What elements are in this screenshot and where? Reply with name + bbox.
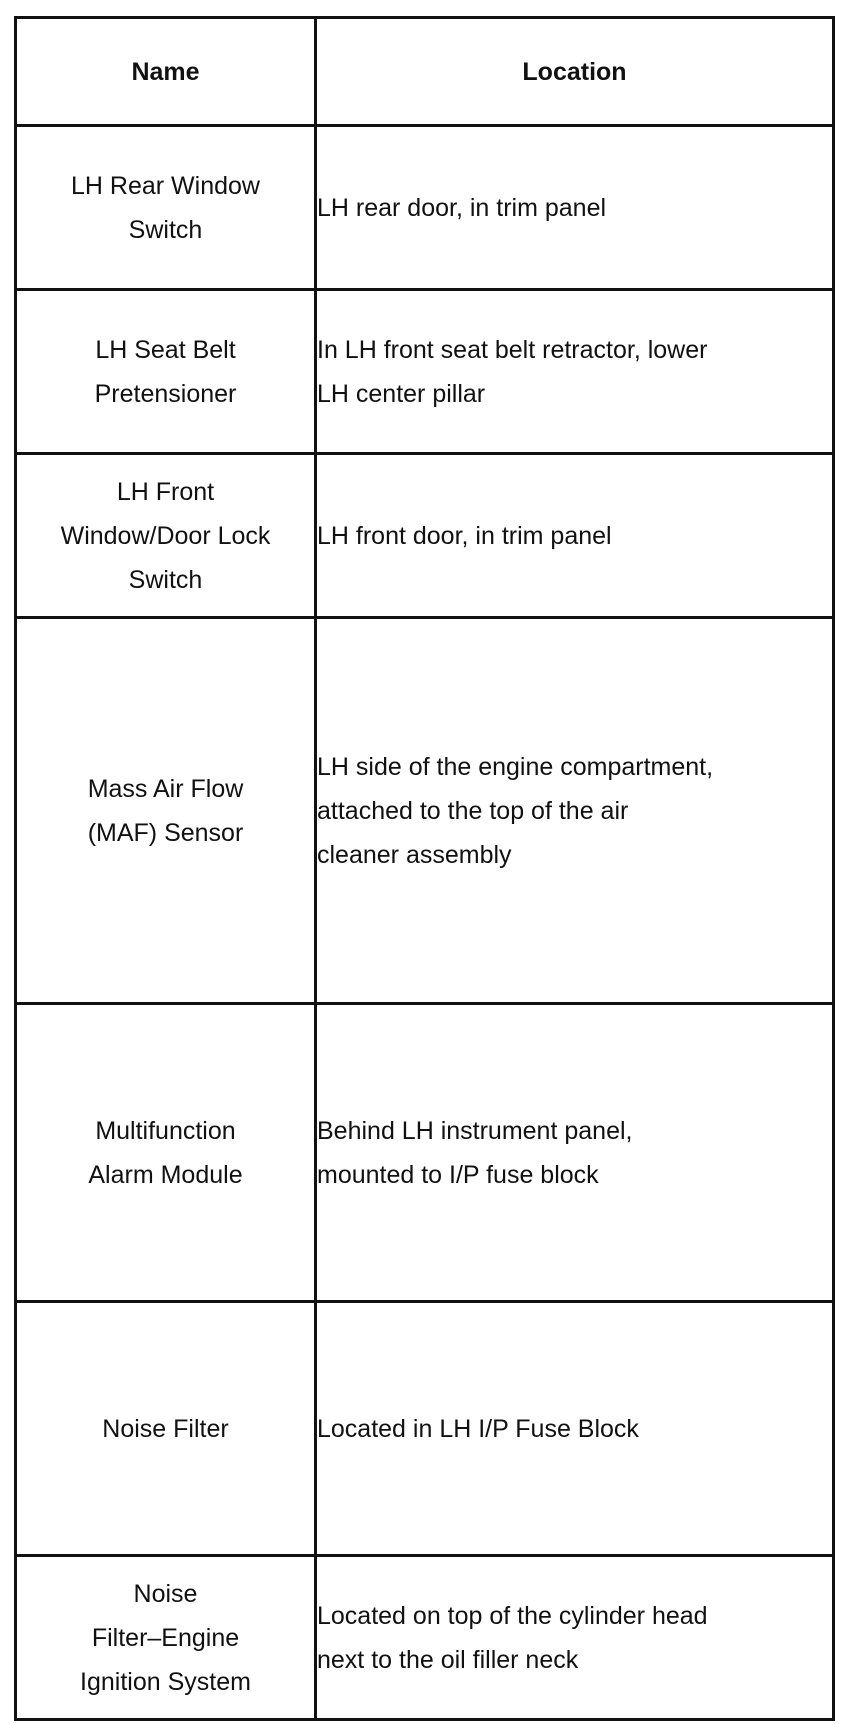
name-cell: [16, 1004, 316, 1302]
component-name: Noise Filter: [102, 1414, 229, 1443]
location-column-header: Location: [316, 18, 834, 126]
table-row: [16, 1556, 834, 1720]
component-location: In LH front seat belt retractor, lower LH center pillar: [317, 335, 708, 408]
name-cell: [16, 454, 316, 618]
component-name: LH Seat Belt Pretensioner: [94, 335, 237, 408]
component-name: Mass Air Flow (MAF) Sensor: [87, 774, 244, 847]
location-cell: [316, 1302, 834, 1556]
component-location-table: [14, 16, 835, 1721]
component-location: Behind LH instrument panel, mounted to I/P fuse block: [317, 1116, 633, 1189]
component-location: LH front door, in trim panel: [317, 521, 612, 550]
table-row: [16, 126, 834, 290]
component-location: LH side of the engine compartment, attached to the top of the air cleaner assembly: [317, 752, 714, 869]
table-row: [16, 618, 834, 1004]
component-location: Located in LH I/P Fuse Block: [317, 1414, 639, 1443]
component-location: LH rear door, in trim panel: [317, 193, 607, 222]
location-cell: [316, 454, 834, 618]
location-cell: [316, 618, 834, 1004]
location-cell: [316, 1004, 834, 1302]
component-name: Noise Filter–Engine Ignition System: [80, 1579, 251, 1696]
name-cell: [16, 290, 316, 454]
table-row: [16, 1302, 834, 1556]
location-cell: [316, 290, 834, 454]
component-name: LH Rear Window Switch: [71, 171, 260, 244]
component-location: Located on top of the cylinder head next to the oil filler neck: [317, 1601, 708, 1674]
location-cell: [316, 1556, 834, 1720]
name-cell: [16, 126, 316, 290]
name-cell: [16, 618, 316, 1004]
location-cell: [316, 126, 834, 290]
name-column-header: Name: [16, 18, 316, 126]
name-cell: [16, 1556, 316, 1720]
table-header-row: [16, 18, 834, 126]
table-row: [16, 1004, 834, 1302]
component-name: Multifunction Alarm Module: [88, 1116, 243, 1189]
table-row: [16, 290, 834, 454]
component-name: LH Front Window/Door Lock Switch: [60, 477, 271, 594]
table-row: [16, 454, 834, 618]
name-cell: [16, 1302, 316, 1556]
